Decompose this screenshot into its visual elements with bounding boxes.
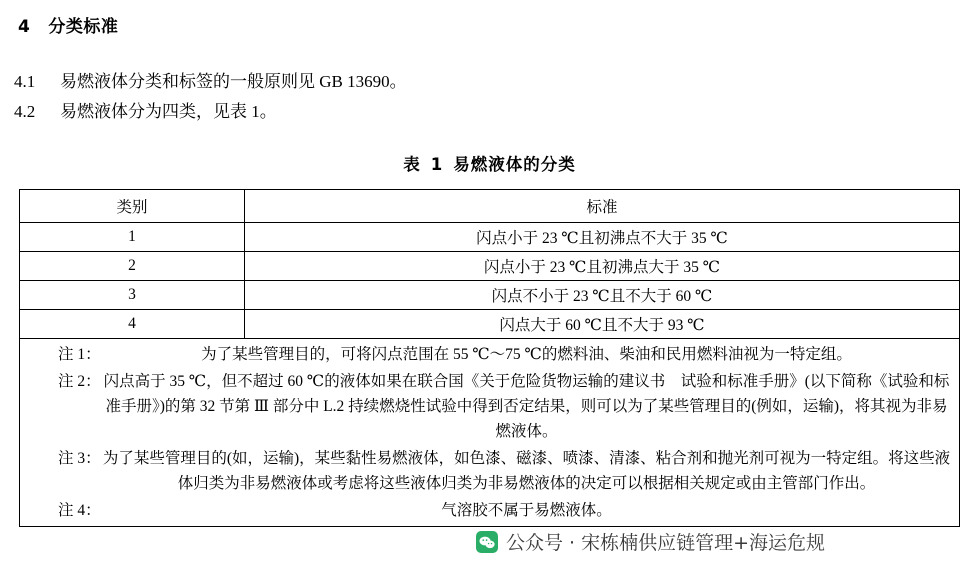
cell-criterion: 闪点小于 23 ℃且初沸点不大于 35 ℃ — [245, 222, 960, 251]
table-notes — [20, 338, 960, 527]
table-row — [20, 251, 960, 280]
table-note-text: 为了某些管理目的(如，运输)，某些黏性易燃液体，如色漆、磁漆、喷漆、清漆、粘合剂和抛光剂可视为一特定组。将这些液体归类为非易燃液体或考虑将这些液体归类为非易燃液体的决定可以根据相关规定或由主管部门作出。 — [102, 449, 951, 493]
cell-category: 1 — [20, 222, 245, 251]
table-header-row — [20, 189, 960, 222]
document-page — [0, 12, 979, 564]
table-note — [24, 369, 955, 444]
watermark-text: 公众号 · 宋栋楠供应链管理+海运危规 — [506, 532, 826, 554]
table-row — [20, 222, 960, 251]
table-row — [20, 280, 960, 309]
table-note-label: 注 2： — [58, 372, 101, 390]
column-header-criterion: 标准 — [245, 189, 960, 222]
column-header-category: 类别 — [20, 189, 245, 222]
table-row — [20, 309, 960, 338]
watermark — [476, 528, 825, 555]
cell-criterion: 闪点小于 23 ℃且初沸点大于 35 ℃ — [245, 251, 960, 280]
paragraph-4-1-number: 4.1 — [14, 72, 36, 91]
cell-category: 4 — [20, 309, 245, 338]
table-note-label: 注 3： — [58, 449, 101, 467]
table-note — [24, 446, 955, 496]
section-number: 4 — [18, 17, 31, 37]
table-caption-number: 1 — [430, 154, 444, 174]
cell-category: 3 — [20, 280, 245, 309]
table-note — [24, 342, 955, 367]
paragraph-4-2-text: 易燃液体分为四类，见表 1。 — [60, 101, 277, 121]
wechat-icon — [476, 531, 498, 553]
section-heading — [18, 12, 979, 37]
table-caption — [0, 151, 979, 175]
table-note — [24, 498, 955, 523]
cell-criterion: 闪点大于 60 ℃且不大于 93 ℃ — [245, 309, 960, 338]
table-note-text: 为了某些管理目的，可将闪点范围在 55 ℃～75 ℃的燃料油、柴油和民用燃料油视为一特定组。 — [201, 345, 852, 363]
table-note-text: 闪点高于 35 ℃，但不超过 60 ℃的液体如果在联合国《关于危险货物运输的建议书 试验和标准手册》(以下简称《试验和标准手册》)的第 32 节第 Ⅲ 部分中 L.2 持续燃烧性试验中得到否定结果，则可以为了某些管理目的(例如，运输)，将其视为非易燃液体。 — [103, 372, 950, 440]
table-notes-row — [20, 338, 960, 527]
paragraph-4-1 — [14, 67, 979, 97]
classification-table — [19, 189, 960, 528]
section-title: 分类标准 — [48, 17, 119, 37]
cell-category: 2 — [20, 251, 245, 280]
table-note-text: 气溶胶不属于易燃液体。 — [441, 502, 612, 520]
paragraph-4-1-text: 易燃液体分类和标签的一般原则见 GB 13690。 — [60, 72, 407, 91]
cell-criterion: 闪点不小于 23 ℃且不大于 60 ℃ — [245, 280, 960, 309]
table-caption-text: 易燃液体的分类 — [453, 154, 576, 174]
table-caption-prefix: 表 — [403, 154, 421, 174]
paragraph-4-2 — [14, 97, 979, 127]
paragraph-4-2-number: 4.2 — [14, 101, 36, 121]
table-note-label: 注 1： — [58, 345, 101, 363]
table-note-label: 注 4： — [58, 502, 101, 520]
